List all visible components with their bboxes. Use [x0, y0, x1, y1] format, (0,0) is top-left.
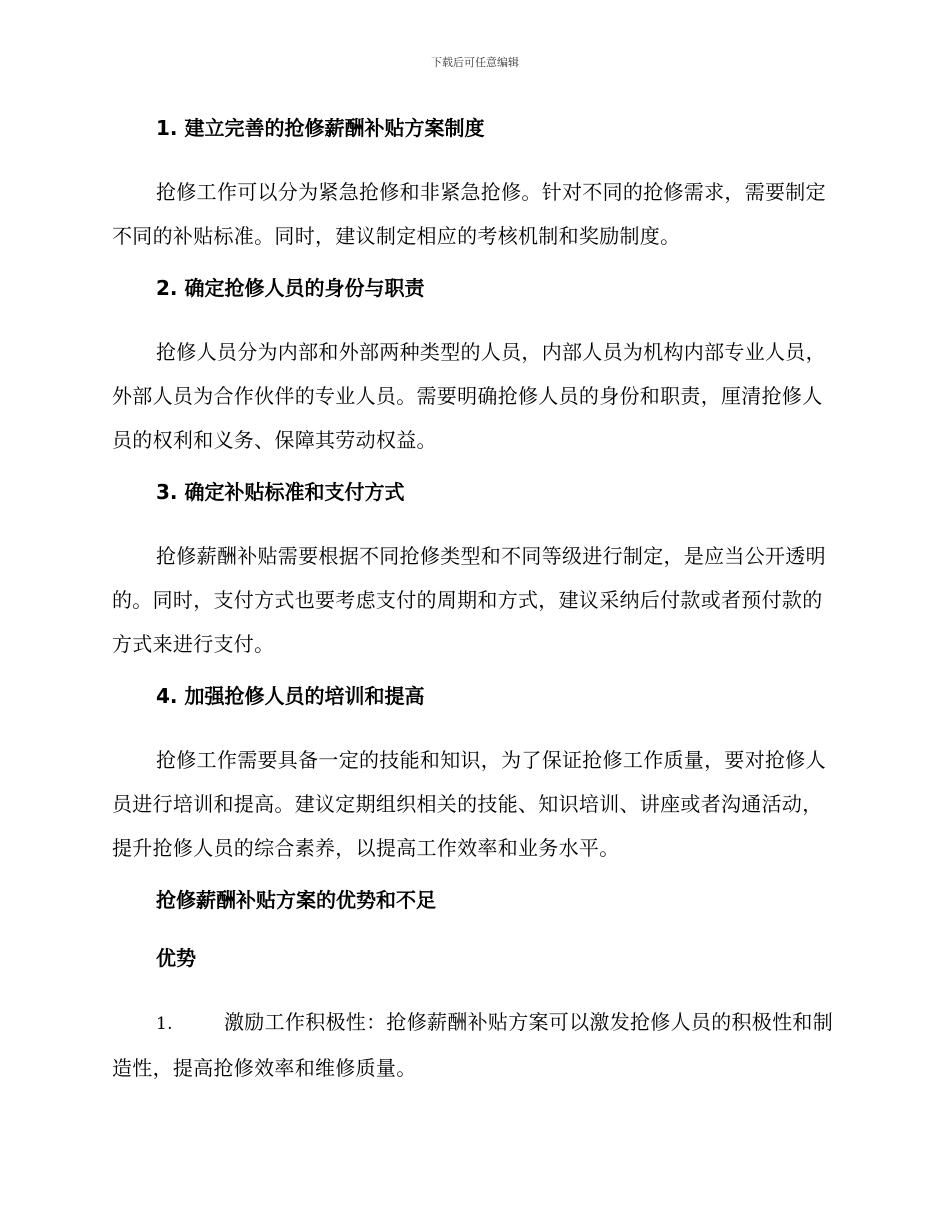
list-item-text: 激励工作积极性：抢修薪酬补贴方案可以激发抢修人员的积极性和制造性，提高抢修效率和维修质量。 [112, 1010, 833, 1080]
section-2 [112, 272, 834, 462]
section-heading: 1. 建立完善的抢修薪酬补贴方案制度 [156, 116, 485, 140]
document-body [112, 112, 834, 1090]
section-3 [112, 476, 834, 666]
section-paragraph: 抢修人员分为内部和外部两种类型的人员，内部人员为机构内部专业人员，外部人员为合作伙伴的专业人员。需要明确抢修人员的身份和职责，厘清抢修人员的权利和义务、保障其劳动权益。 [112, 340, 826, 452]
page-header: 下载后可任意编辑 [431, 56, 519, 69]
advantages-subheading: 优势 [156, 946, 196, 970]
section-4 [112, 680, 834, 870]
section-paragraph: 抢修工作需要具备一定的技能和知识，为了保证抢修工作质量，要对抢修人员进行培训和提高。建议定期组织相关的技能、知识培训、讲座或者沟通活动，提升抢修人员的综合素养，以提高工作效率和业务水平。 [112, 748, 826, 860]
section-heading: 3. 确定补贴标准和支付方式 [156, 480, 405, 504]
section-heading: 4. 加强抢修人员的培训和提高 [156, 684, 425, 708]
advantages-heading: 抢修薪酬补贴方案的优势和不足 [156, 888, 436, 912]
section-paragraph: 抢修工作可以分为紧急抢修和非紧急抢修。针对不同的抢修需求，需要制定不同的补贴标准。同时，建议制定相应的考核机制和奖励制度。 [112, 180, 826, 248]
section-1 [112, 112, 834, 258]
list-item-number: 1. [156, 1014, 173, 1034]
advantages-section [112, 884, 834, 1090]
list-item [112, 1000, 834, 1090]
section-paragraph: 抢修薪酬补贴需要根据不同抢修类型和不同等级进行制定，是应当公开透明的。同时，支付方式也要考虑支付的周期和方式，建议采纳后付款或者预付款的方式来进行支付。 [112, 544, 826, 656]
section-heading: 2. 确定抢修人员的身份与职责 [156, 276, 425, 300]
